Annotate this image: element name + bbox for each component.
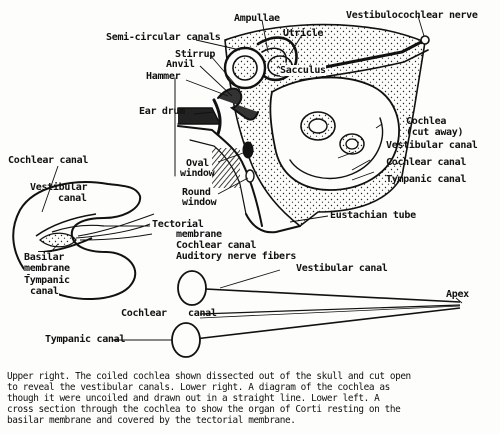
- round-window-circle: [172, 323, 200, 357]
- label-cochlear-canal-mid: Cochlear canal: [176, 240, 257, 251]
- label-cochlear-canal-top: Cochlear canal: [386, 157, 467, 168]
- label-vestibulocochlear-nerve: Vestibulocochlear nerve: [346, 10, 478, 21]
- label-ampullae: Ampullae: [234, 13, 280, 24]
- cochlea-body: [270, 77, 399, 190]
- label-tympanic-canal-left-2: canal: [30, 286, 59, 297]
- label-vestibular-canal-left-2: canal: [58, 193, 87, 204]
- caption-line: though it were uncoiled and drawn out in a straight line. Lower left. A: [7, 393, 380, 404]
- label-tympanic-canal-left: Tympanic: [24, 275, 70, 286]
- label-tectorial-membrane: Tectorial: [152, 219, 204, 230]
- label-ear-drum: Ear drum: [139, 106, 185, 117]
- caption-line: to reveal the vestibular canals. Lower right. A diagram of the cochlea as: [7, 382, 390, 393]
- label-round-window-2: window: [182, 197, 217, 208]
- caption-line: Upper right. The coiled cochlea shown dissected out of the skull and cut open: [7, 371, 411, 382]
- label-tympanic-canal-lower: Tympanic canal: [45, 334, 126, 345]
- label-auditory-nerve-fibers: Auditory nerve fibers: [176, 251, 297, 262]
- caption-line: cross section through the cochlea to show the organ of Corti resting on the: [7, 404, 401, 415]
- label-oval-window-2: window: [180, 168, 215, 179]
- label-apex: Apex: [446, 289, 469, 300]
- label-round-window: Round: [182, 187, 211, 198]
- label-tectorial-membrane-2: membrane: [176, 229, 222, 240]
- label-hammer: Hammer: [146, 71, 181, 82]
- label-cochlea: Cochlea: [406, 116, 447, 127]
- label-cochlear-canal-left: Cochlear canal: [8, 155, 89, 166]
- label-sacculus: Sacculus: [280, 65, 326, 76]
- label-tympanic-canal-top: Tympanic canal: [386, 174, 467, 185]
- label-basilar-membrane: Basilar: [24, 252, 65, 263]
- label-cochlear-lower: Cochlear: [121, 308, 167, 319]
- oval-window-circle: [178, 271, 206, 305]
- label-anvil: Anvil: [166, 59, 195, 70]
- caption-line: basilar membrane and covered by the tectorial membrane.: [7, 415, 296, 426]
- label-eustachian-tube: Eustachian tube: [330, 210, 416, 221]
- label-basilar-membrane-2: membrane: [24, 263, 70, 274]
- label-semicircular-canals: Semi-circular canals: [106, 32, 221, 43]
- label-cut-away: (cut away): [406, 127, 464, 138]
- label-stirrup: Stirrup: [175, 49, 216, 60]
- tectorial-membrane-shape: [52, 225, 104, 232]
- label-oval-window: Oval: [186, 158, 209, 169]
- cochlea-turn: [346, 139, 358, 149]
- label-vestibular-canal-left: Vestibular: [30, 182, 88, 193]
- label-vestibular-canal-top: Vestibular canal: [386, 140, 478, 151]
- label-canal-lower: canal: [188, 308, 217, 319]
- label-vestibular-canal-lower: Vestibular canal: [296, 263, 388, 274]
- label-utricle: Utricle: [283, 28, 324, 39]
- organ-of-corti: [40, 233, 76, 247]
- vestibular-canal-shape: [186, 288, 460, 302]
- cochlea-turn: [309, 119, 327, 133]
